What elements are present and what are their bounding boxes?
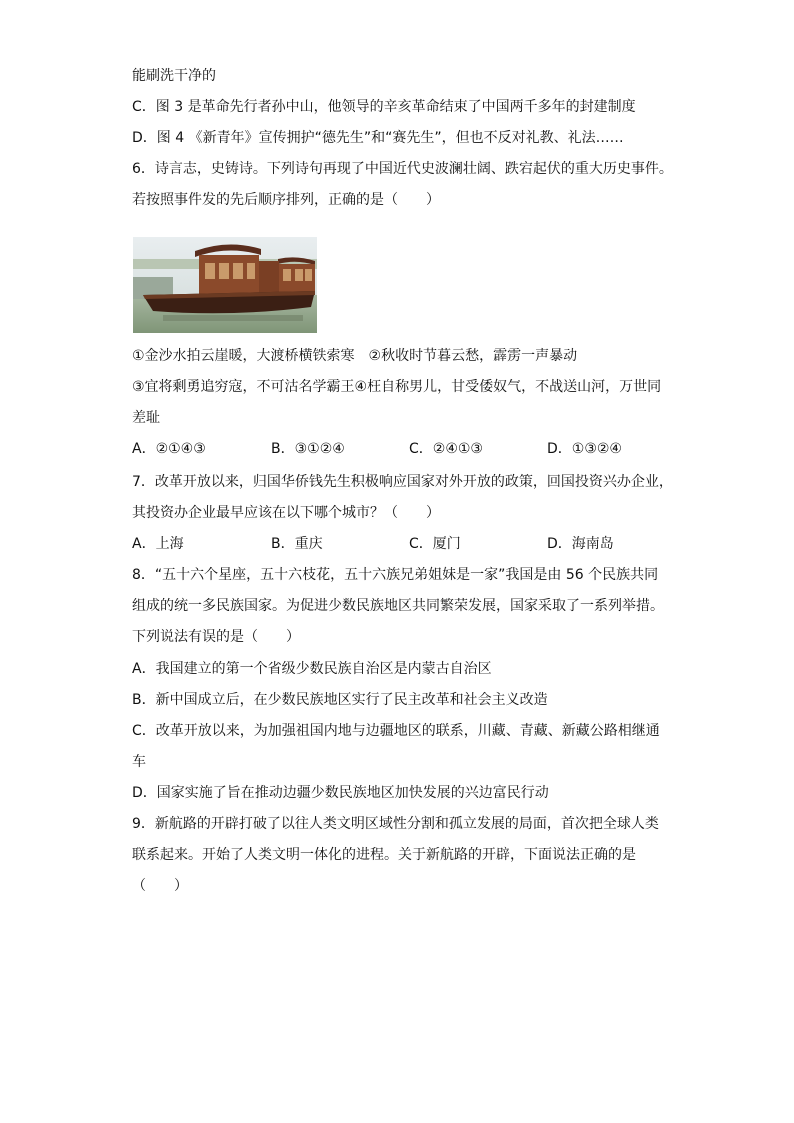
question-7-stem: 其投资办企业最早应该在以下哪个城市？（ ） [132, 505, 440, 521]
option-b: B．新中国成立后，在少数民族地区实行了民主改革和社会主义改造 [132, 692, 548, 708]
question-8-stem: 8．“五十六个星座，五十六枝花，五十六族兄弟姐妹是一家”我国是由 56 个民族共同 [132, 567, 659, 583]
option-d: D．海南岛 [547, 536, 614, 552]
red-boat-photo [133, 237, 317, 333]
option-a: A．上海 [132, 536, 184, 552]
option-d: D．国家实施了旨在推动边疆少数民族地区加快发展的兴边富民行动 [132, 785, 549, 801]
answer-bracket: （ ） [132, 878, 188, 894]
question-9-stem: 9．新航路的开辟打破了以往人类文明区域性分割和孤立发展的局面，首次把全球人类 [132, 816, 659, 832]
option-c: C．②④①③ [409, 441, 483, 457]
option-d: D．①③②④ [547, 441, 622, 457]
question-9-stem: 联系起来。开始了人类文明一体化的进程。关于新航路的开辟，下面说法正确的是 [132, 847, 636, 863]
question-6-stem: 6．诗言志，史铸诗。下列诗句再现了中国近代史波澜壮阔、跌宕起伏的重大历史事件。 [132, 161, 673, 177]
option-b: B．重庆 [271, 536, 323, 552]
poem-line: 差耻 [132, 410, 160, 426]
question-7-options [132, 534, 692, 554]
option-a: A．②①④③ [132, 441, 206, 457]
option-b: B．③①②④ [271, 441, 345, 457]
poem-line: ①金沙水拍云崖暖，大渡桥横铁索寒 ②秋收时节暮云愁，霹雳一声暴动 [132, 348, 578, 364]
question-7-stem: 7．改革开放以来，归国华侨钱先生积极响应国家对外开放的政策，回国投资兴办企业， [132, 474, 673, 490]
option-c-q5: C．图 3 是革命先行者孙中山，他领导的辛亥革命结束了中国两千多年的封建制度 [132, 99, 636, 115]
option-c: 车 [132, 754, 146, 770]
option-c: C．厦门 [409, 536, 461, 552]
question-6-options [132, 439, 692, 459]
question-8-stem: 组成的统一多民族国家。为促进少数民族地区共同繁荣发展，国家采取了一系列举措。 [132, 598, 664, 614]
option-a: A．我国建立的第一个省级少数民族自治区是内蒙古自治区 [132, 661, 492, 677]
question-6-stem: 若按照事件发的先后顺序排列，正确的是（ ） [132, 192, 440, 208]
option-d-q5: D．图 4 《新青年》宣传拥护“德先生”和“赛先生”，但也不反对礼教、礼法…… [132, 130, 624, 146]
option-c: C．改革开放以来，为加强祖国内地与边疆地区的联系，川藏、青藏、新藏公路相继通 [132, 723, 660, 739]
question-8-stem: 下列说法有误的是（ ） [132, 629, 300, 645]
poem-line: ③宜将剩勇追穷寇，不可沽名学霸王④枉自称男儿，甘受倭奴气，不战送山河，万世同 [132, 379, 662, 395]
text-line: 能刷洗干净的 [132, 68, 216, 84]
